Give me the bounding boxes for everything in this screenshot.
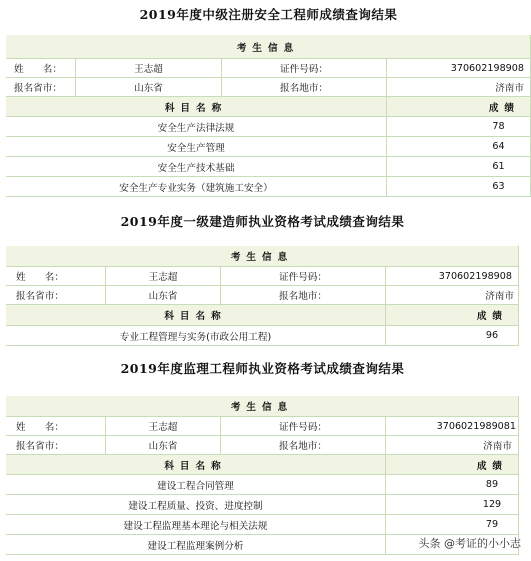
id-value: 370602198908 [386,267,519,286]
city-label: 报名地市： [221,286,386,305]
subject-name-header: 科目名称 [6,455,386,475]
results-panel-constructor [6,208,519,348]
subject-score: 64 [387,137,531,157]
watermark [419,535,522,551]
subject-name: 安全生产管理 [6,137,387,157]
id-label: 证件号码： [221,267,386,286]
results-panel-safety-engineer [6,2,531,198]
score-header: 成绩 [386,305,519,326]
id-label: 证件号码： [222,59,387,78]
results-table [6,35,531,197]
subject-name-header: 科目名称 [6,97,387,117]
name-value: 王志超 [106,267,221,286]
candidate-info-header: 考生信息 [6,35,531,59]
city-value: 济南市 [386,286,519,305]
subject-name-header: 科目名称 [6,305,386,326]
province-label: 报名省市： [6,436,106,455]
subject-name: 建设工程质量、投资、进度控制 [6,495,386,515]
city-value: 济南市 [386,436,519,455]
score-header: 成绩 [387,97,531,117]
city-label: 报名地市： [222,78,387,97]
subject-score: 129 [386,495,519,515]
panel-title: 2019年度中级注册安全工程师成绩查询结果 [6,2,531,35]
id-value: 370602198908 [387,59,531,78]
score-header: 成绩 [386,455,519,475]
subject-name: 专业工程管理与实务(市政公用工程) [6,326,386,346]
candidate-info-header: 考生信息 [6,396,519,417]
city-value: 济南市 [387,78,531,97]
province-value: 山东省 [106,286,221,305]
subject-name: 建设工程合同管理 [6,475,386,495]
province-label: 报名省市： [6,78,76,97]
name-value: 王志超 [106,417,221,436]
panel-title: 2019年度一级建造师执业资格考试成绩查询结果 [6,208,519,246]
subject-score: 79 [386,515,519,535]
name-value: 王志超 [76,59,222,78]
province-value: 山东省 [76,78,222,97]
subject-score: 63 [387,177,531,197]
province-value: 山东省 [106,436,221,455]
id-label: 证件号码： [221,417,386,436]
subject-name: 安全生产专业实务（建筑施工安全） [6,177,387,197]
name-label: 姓 名： [6,267,106,286]
subject-score: 61 [387,157,531,177]
subject-score: 96 [386,326,519,346]
subject-score: 78 [387,117,531,137]
id-value: 3706021989081 [386,417,519,436]
city-label: 报名地市： [221,436,386,455]
subject-name: 建设工程监理基本理论与相关法规 [6,515,386,535]
subject-name: 安全生产法律法规 [6,117,387,137]
subject-score: 89 [386,475,519,495]
results-table [6,396,519,555]
panel-title: 2019年度监理工程师执业资格考试成绩查询结果 [6,356,519,396]
subject-name: 建设工程监理案例分析 [6,535,386,555]
results-panel-supervision-engineer [6,356,519,561]
province-label: 报名省市： [6,286,106,305]
watermark-text: 头条 @考证的小小志 [418,537,521,550]
name-label: 姓 名： [6,417,106,436]
name-label: 姓 名： [6,59,76,78]
candidate-info-header: 考生信息 [6,246,519,267]
subject-name: 安全生产技术基础 [6,157,387,177]
results-table [6,246,519,346]
